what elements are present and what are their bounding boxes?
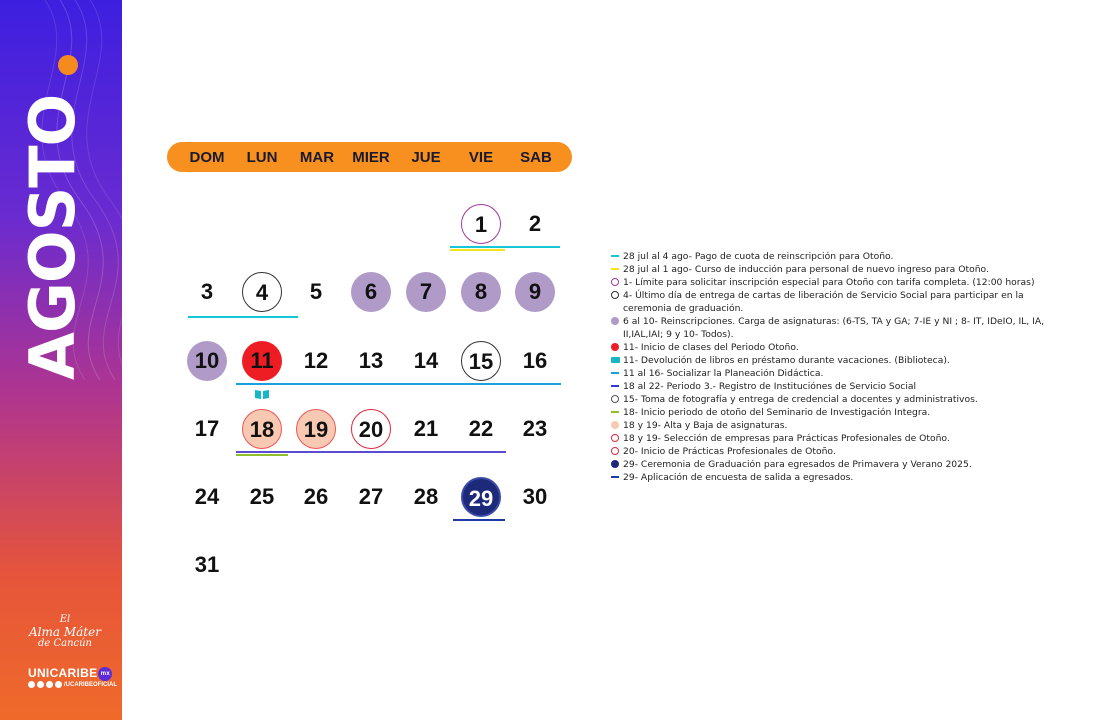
social-row	[28, 681, 117, 688]
book-icon	[254, 389, 270, 400]
day-26[interactable]: 26	[303, 484, 329, 509]
day-31[interactable]: 31	[194, 552, 220, 577]
underline-cuota	[450, 246, 560, 248]
legend-text: 29- Aplicación de encuesta de salida a egresados.	[623, 472, 854, 483]
day-18[interactable]: 18	[242, 409, 282, 449]
legend-text: 18- Inicio periodo de otoño del Seminario de Investigación Integra.	[623, 407, 931, 418]
day-7[interactable]: 7	[406, 272, 446, 312]
legend-item	[611, 367, 1071, 380]
book-marker-icon	[611, 357, 620, 363]
day-10[interactable]: 10	[187, 341, 227, 381]
underline-induccion	[450, 249, 505, 251]
ring-marker-icon	[611, 434, 619, 442]
month-dot	[58, 55, 78, 75]
underline-seminario	[236, 454, 288, 456]
legend-item	[611, 263, 1071, 276]
day-11[interactable]: 11	[242, 341, 282, 381]
legend-text: 18 y 19- Selección de empresas para Prácticas Profesionales de Otoño.	[623, 433, 950, 444]
day-12[interactable]: 12	[303, 348, 329, 373]
youtube-icon	[55, 681, 62, 688]
legend-text: 11- Inicio de clases del Periodo Otoño.	[623, 342, 799, 353]
dash-marker-icon	[611, 411, 619, 413]
legend-text: 15- Toma de fotografía y entrega de credencial a docentes y administrativos.	[623, 394, 978, 405]
underline-planeacion	[236, 383, 561, 385]
ring-marker-icon	[611, 291, 619, 299]
day-2[interactable]: 2	[528, 211, 542, 236]
legend-text: 28 jul al 1 ago- Curso de inducción para personal de nuevo ingreso para Otoño.	[623, 264, 989, 275]
legend-item	[611, 445, 1071, 458]
day-5[interactable]: 5	[309, 279, 323, 304]
weekday-dom: DOM	[189, 149, 225, 166]
day-3[interactable]: 3	[200, 279, 214, 304]
legend-item	[611, 406, 1071, 419]
weekday-jue: JUE	[411, 149, 441, 166]
underline-cuota-2	[188, 316, 298, 318]
legend-item	[611, 380, 1071, 393]
legend-item	[611, 315, 1071, 341]
instagram-icon	[37, 681, 44, 688]
legend-text: 11 al 16- Socializar la Planeación Didáctica.	[623, 368, 824, 379]
day-24[interactable]: 24	[194, 484, 220, 509]
weekday-lun: LUN	[246, 149, 278, 166]
legend-item	[611, 432, 1071, 445]
legend-item	[611, 276, 1071, 289]
day-30[interactable]: 30	[522, 484, 548, 509]
weekday-mar: MAR	[299, 149, 335, 166]
social-handle: /UCARIBEOFICIAL	[64, 681, 117, 688]
legend-item	[611, 458, 1071, 471]
sidebar-banner	[0, 0, 122, 720]
day-22[interactable]: 22	[468, 416, 494, 441]
ring-marker-icon	[611, 395, 619, 403]
motto-line-1: El	[59, 614, 71, 625]
facebook-icon	[28, 681, 35, 688]
legend-text: 4- Último día de entrega de cartas de liberación de Servicio Social para participar en la ceremonia de graduación.	[623, 290, 1024, 314]
legend-text: 11- Devolución de libros en préstamo durante vacaciones. (Biblioteca).	[623, 355, 950, 366]
underline-servicio-social	[236, 451, 506, 453]
day-15[interactable]: 15	[461, 341, 501, 381]
legend-text: 18 al 22- Periodo 3.- Registro de Instituciónes de Servicio Social	[623, 381, 917, 392]
legend-text: 28 jul al 4 ago- Pago de cuota de reinscripción para Otoño.	[623, 251, 894, 262]
weekday-mier: MIER	[352, 149, 390, 166]
dash-marker-icon	[611, 255, 619, 257]
day-25[interactable]: 25	[249, 484, 275, 509]
dash-marker-icon	[611, 372, 619, 374]
day-14[interactable]: 14	[413, 348, 439, 373]
legend-text: 29- Ceremonia de Graduación para egresados de Primavera y Verano 2025.	[623, 459, 972, 470]
day-21[interactable]: 21	[413, 416, 439, 441]
legend-item	[611, 419, 1071, 432]
legend-text: 1- Límite para solicitar inscripción especial para Otoño con tarifa completa. (12:00 horas)	[623, 277, 1035, 288]
dash-marker-icon	[611, 268, 619, 270]
dot-marker-icon	[611, 343, 619, 351]
x-icon	[46, 681, 53, 688]
dash-marker-icon	[611, 385, 619, 387]
ring-marker-icon	[611, 278, 619, 286]
ring-marker-icon	[611, 447, 619, 455]
legend-item	[611, 354, 1071, 367]
legend	[611, 250, 1071, 484]
day-28[interactable]: 28	[413, 484, 439, 509]
underline-encuesta	[453, 519, 505, 521]
day-1[interactable]: 1	[461, 204, 501, 244]
day-29[interactable]: 29	[461, 477, 501, 517]
day-20[interactable]: 20	[351, 409, 391, 449]
dot-marker-icon	[611, 460, 619, 468]
legend-text: 18 y 19- Alta y Baja de asignaturas.	[623, 420, 788, 431]
legend-item	[611, 250, 1071, 263]
brand-badge: mx	[98, 667, 112, 681]
day-27[interactable]: 27	[358, 484, 384, 509]
day-6[interactable]: 6	[351, 272, 391, 312]
legend-text: 6 al 10- Reinscripciones. Carga de asignaturas: (6-TS, TA y GA; 7-IE y NI ; 8- IT, IDeIO, IL, IA, II,IAL,IAI; 9 y 10- Todos).	[623, 316, 1045, 340]
legend-item	[611, 393, 1071, 406]
legend-item	[611, 289, 1071, 315]
motto	[20, 614, 110, 650]
motto-line-2: Alma Máter	[29, 625, 101, 639]
month-title: AGOSTO	[16, 94, 89, 380]
brand-logo	[28, 666, 112, 681]
weekday-vie: VIE	[468, 149, 494, 166]
day-17[interactable]: 17	[194, 416, 220, 441]
day-13[interactable]: 13	[358, 348, 384, 373]
day-4[interactable]: 4	[242, 272, 282, 312]
dot-marker-icon	[611, 421, 619, 429]
legend-item	[611, 471, 1071, 484]
day-23[interactable]: 23	[522, 416, 548, 441]
legend-item	[611, 341, 1071, 354]
dot-marker-icon	[611, 317, 619, 325]
brand-name: UNICARIBE	[28, 666, 98, 680]
day-19[interactable]: 19	[296, 409, 336, 449]
weekday-sab: SAB	[520, 149, 552, 166]
day-9[interactable]: 9	[515, 272, 555, 312]
day-8[interactable]: 8	[461, 272, 501, 312]
dash-marker-icon	[611, 476, 619, 478]
legend-text: 20- Inicio de Prácticas Profesionales de Otoño.	[623, 446, 836, 457]
motto-line-3: de Cancún	[37, 638, 93, 649]
day-16[interactable]: 16	[522, 348, 548, 373]
